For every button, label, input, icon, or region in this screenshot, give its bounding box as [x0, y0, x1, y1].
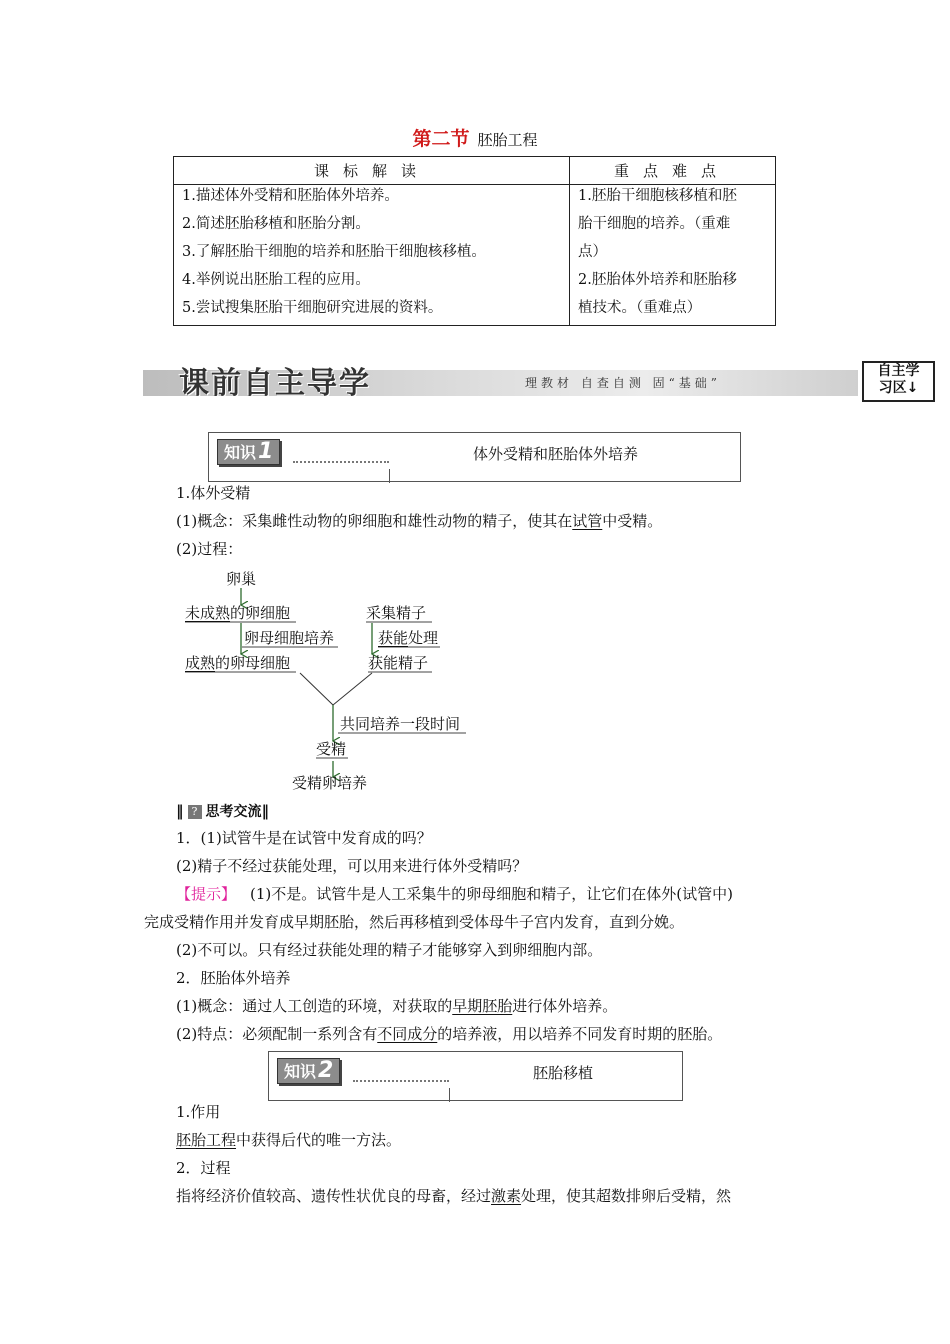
node-immature-egg: 未成熟的卵细胞	[185, 604, 291, 622]
merge-line-left	[300, 673, 333, 705]
knowledge-badge: 知识1	[217, 439, 280, 465]
key-point-line: 植技术。（重难点）	[578, 300, 702, 316]
key-term: 早期胚胎	[452, 997, 513, 1015]
section-heading: 2．胚胎体外培养	[176, 969, 291, 987]
feature-paragraph: (2)特点：必须配制一系列含有不同成分的培养液，用以培养不同发育时期的胚胎。	[176, 1025, 723, 1043]
side-box-line: 习区↓	[878, 380, 919, 396]
question-2: (2)精子不经过获能处理，可以用来进行体外受精吗？	[176, 857, 528, 875]
process-paragraph: 指将经济价值较高、遗传性状优良的母畜，经过激素处理，使其超数排卵后受精，然	[176, 1187, 732, 1205]
ivf-flow-diagram	[170, 565, 490, 795]
step-capacitation: 获能处理	[378, 629, 439, 647]
tick-mark	[449, 1088, 450, 1102]
key-point-line: 胎干细胞的培养。（重难	[578, 216, 731, 232]
section-heading: 2．过程	[176, 1159, 231, 1177]
page-title	[0, 124, 950, 151]
self-study-area-link[interactable]	[862, 361, 935, 402]
step-oocyte-culture: 卵母细胞培养	[244, 629, 335, 647]
key-point-line: 点）	[578, 244, 607, 260]
knowledge-title: 体外受精和胚胎体外培养	[473, 445, 639, 463]
key-term: 胚胎工程	[176, 1131, 237, 1149]
question-1: 1．(1)试管牛是在试管中发育成的吗？	[176, 829, 432, 847]
knowledge-box-1	[208, 432, 741, 482]
section-heading: 1.作用	[176, 1103, 221, 1121]
section-heading: 1.体外受精	[176, 484, 251, 502]
standard-item: 4.举例说出胚胎工程的应用。	[182, 272, 370, 288]
question-icon: ?	[188, 805, 202, 819]
node-fertilization: 受精	[316, 740, 347, 758]
flow-connectors	[170, 565, 490, 795]
section-banner	[143, 356, 858, 401]
tip-label: 【提示】	[176, 885, 237, 903]
header-standards: 课标解读	[314, 162, 431, 180]
banner-title: 课前自主导学	[179, 366, 371, 401]
key-term: 激素	[491, 1187, 522, 1205]
key-term: 不同成分	[377, 1025, 438, 1043]
standard-item: 2.简述胚胎移植和胚胎分割。	[182, 216, 370, 232]
section-number: 第二节	[412, 128, 470, 150]
node-mature-oocyte: 成熟的卵母细胞	[185, 654, 291, 672]
standard-item: 1.描述体外受精和胚胎体外培养。	[182, 188, 399, 204]
section-title: 胚胎工程	[477, 131, 538, 149]
standard-item: 5.尝试搜集胚胎干细胞研究进展的资料。	[182, 300, 443, 316]
key-term: 试管	[572, 512, 603, 530]
standard-item: 3.了解胚胎干细胞的培养和胚胎干细胞核移植。	[182, 244, 486, 260]
node-collect-sperm: 采集精子	[366, 604, 427, 622]
process-label: (2)过程：	[176, 540, 243, 558]
key-point-line: 1.胚胎干细胞核移植和胚	[578, 188, 737, 204]
role-paragraph: 胚胎工程中获得后代的唯一方法。	[176, 1131, 402, 1149]
tip-line: 完成受精作用并发育成早期胚胎，然后再移植到受体母牛子宫内发育，直到分娩。	[144, 913, 685, 931]
node-ovary: 卵巢	[226, 570, 257, 588]
table-divider	[569, 157, 570, 325]
merge-line-right	[333, 673, 372, 705]
banner-subtitle: 理教材 自查自测 固“基础”	[525, 376, 721, 390]
header-key-points: 重点难点	[614, 162, 731, 180]
tick-mark	[389, 469, 390, 483]
concept-paragraph: (1)概念：通过人工创造的环境，对获取的早期胚胎进行体外培养。	[176, 997, 618, 1015]
standards-table	[173, 156, 776, 326]
dotted-rule	[353, 1080, 449, 1082]
step-coculture: 共同培养一段时间	[340, 715, 461, 733]
tip-line: 【提示】 (1)不是。试管牛是人工采集牛的卵母细胞和精子，让它们在体外(试管中)	[176, 885, 733, 903]
side-box-line: 自主学	[877, 363, 920, 379]
dotted-rule	[293, 461, 389, 463]
node-capacitated-sperm: 获能精子	[368, 654, 429, 672]
node-zygote-culture: 受精卵培养	[292, 774, 368, 792]
knowledge-badge: 知识2	[277, 1058, 340, 1084]
knowledge-box-2	[268, 1051, 683, 1101]
concept-paragraph: (1)概念：采集雌性动物的卵细胞和雄性动物的精子，使其在试管中受精。	[176, 512, 663, 530]
think-discuss-header: ‖ ? 思考交流‖	[176, 802, 269, 820]
knowledge-title: 胚胎移植	[533, 1064, 594, 1082]
key-point-line: 2.胚胎体外培养和胚胎移	[578, 272, 737, 288]
tip-line: (2)不可以。只有经过获能处理的精子才能够穿入到卵细胞内部。	[176, 941, 603, 959]
